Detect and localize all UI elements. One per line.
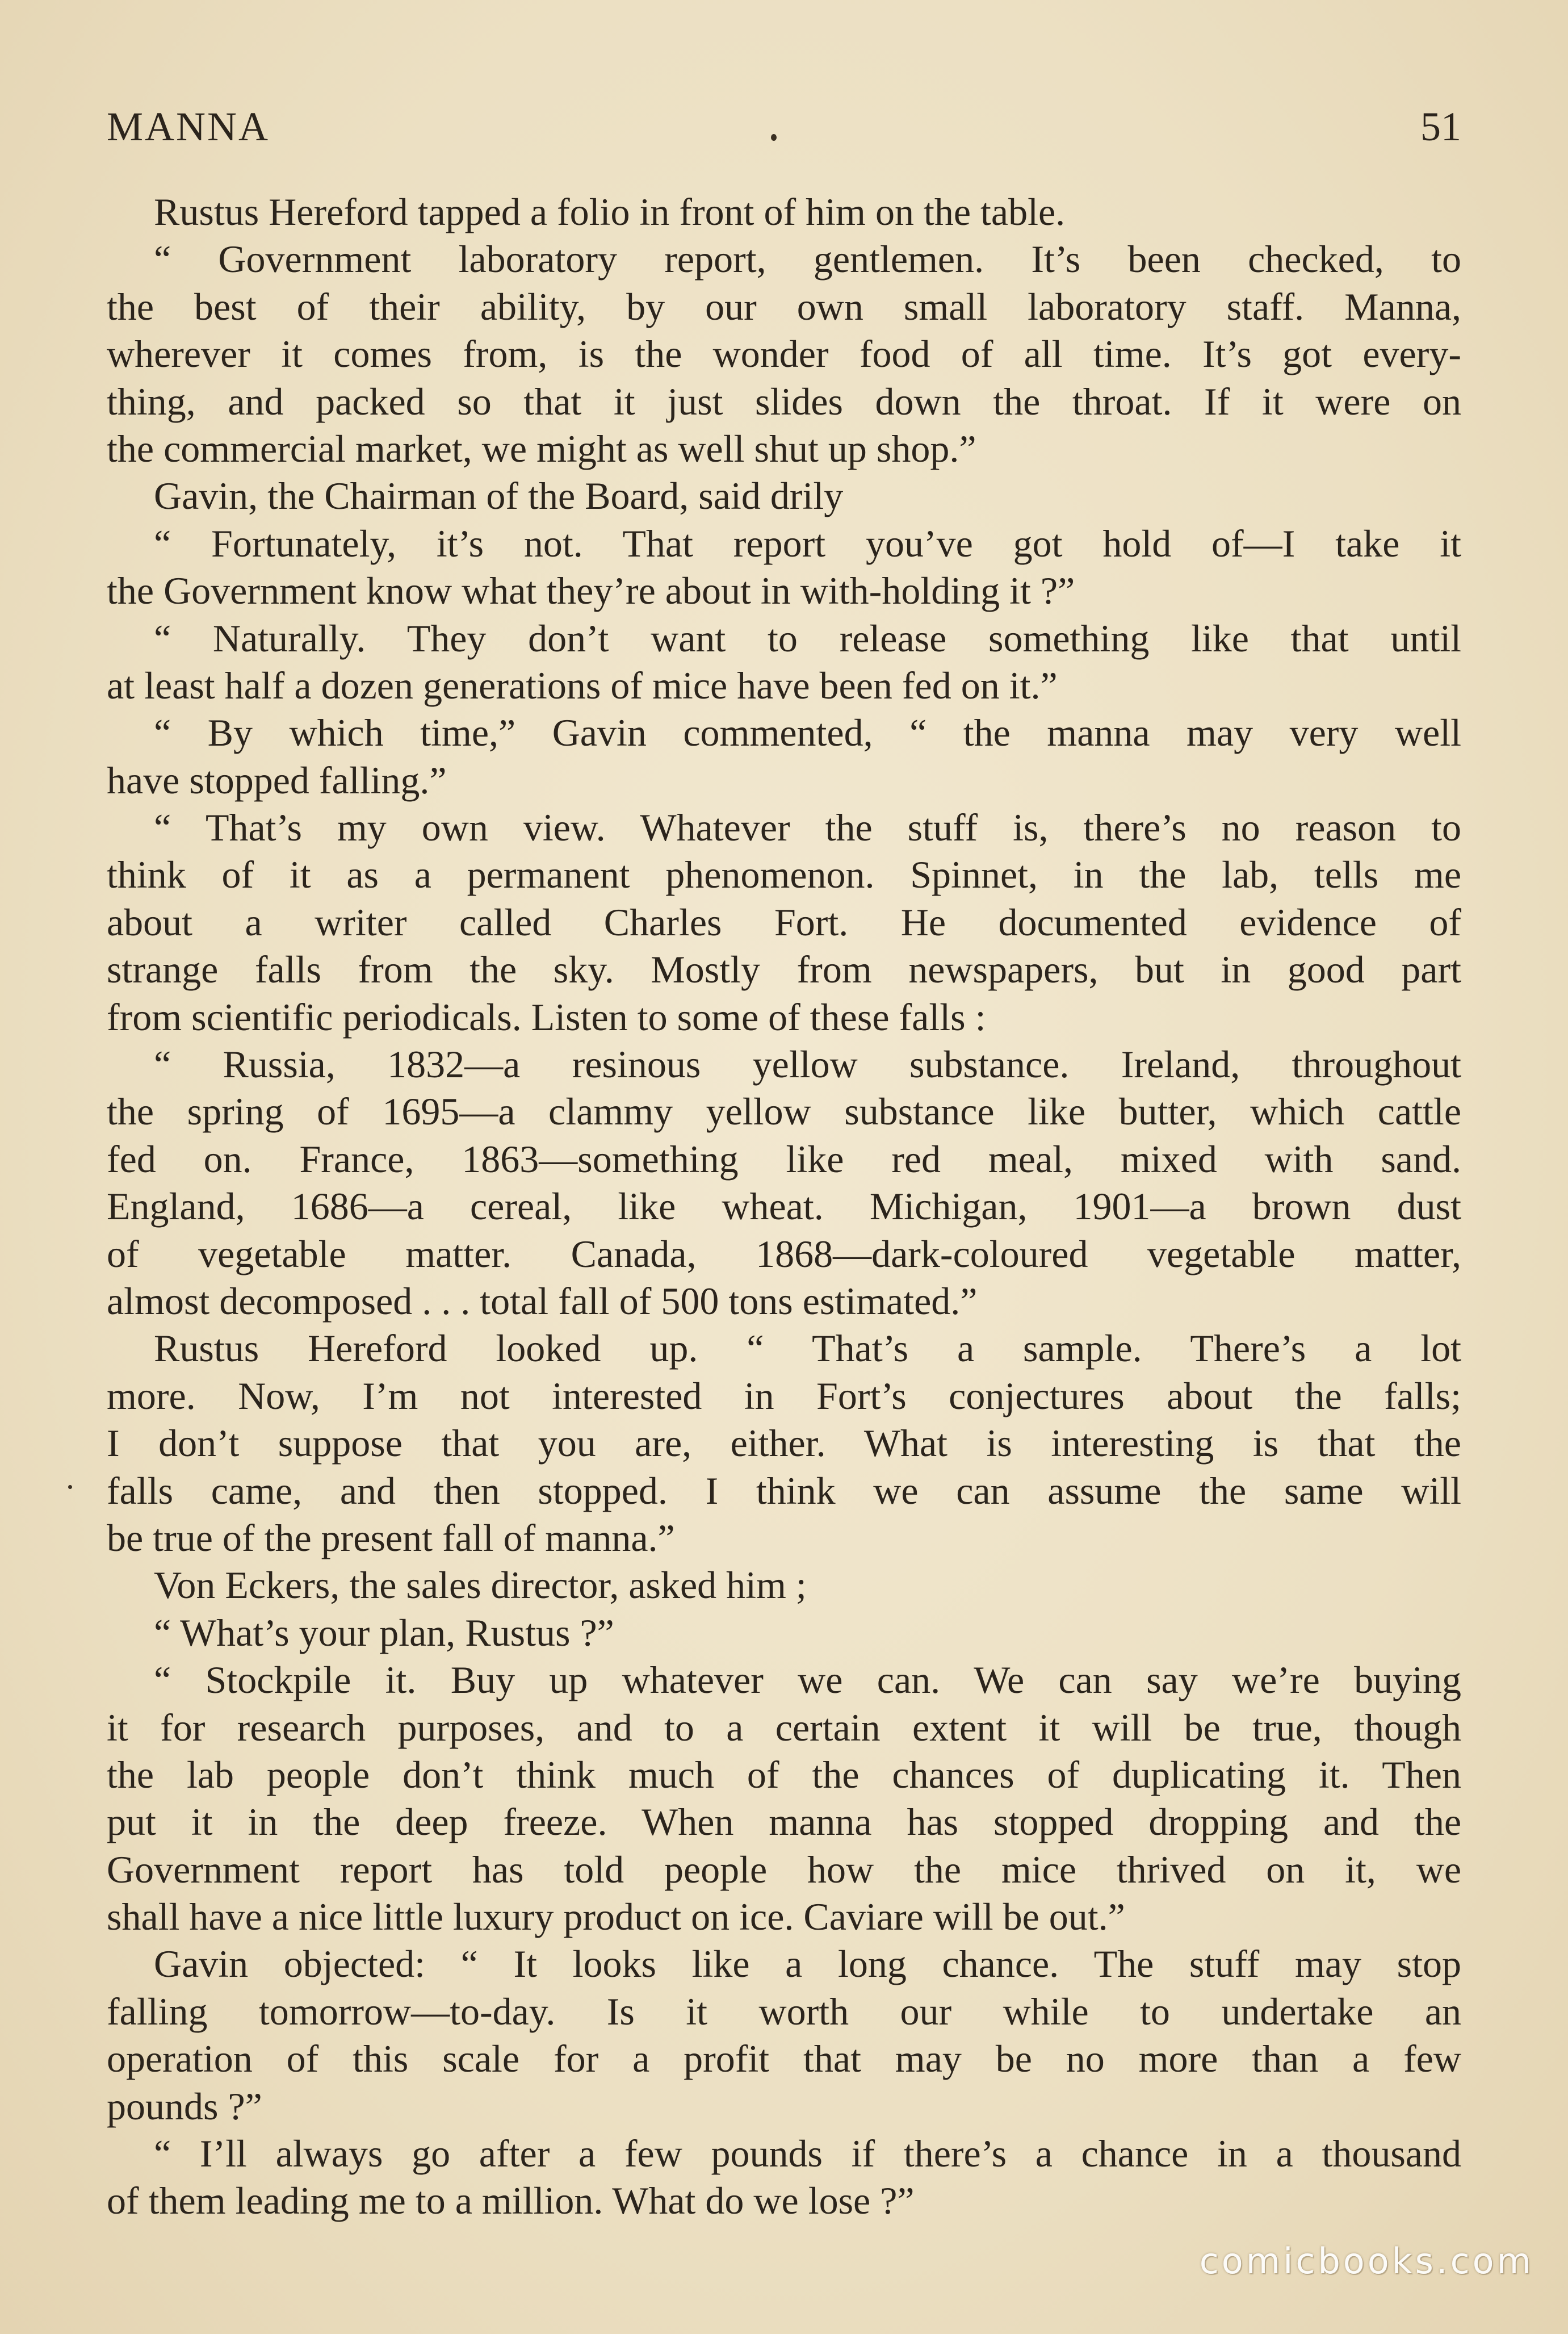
text-line: “ Government laboratory report, gentlemen. It’s been checked, to: [154, 237, 1461, 281]
text-line: strange falls from the sky. Mostly from newspapers, but in good part: [107, 948, 1461, 992]
text-line: Gavin, the Chairman of the Board, said drily: [154, 474, 844, 518]
text-line: the Government know what they’re about in with-holding it ?”: [107, 569, 1075, 613]
text-line: of them leading me to a million. What do we lose ?”: [107, 2179, 915, 2223]
text-line: pounds ?”: [107, 2084, 262, 2128]
text-line: Gavin objected: “ It looks like a long chance. The stuff may stop: [154, 1942, 1461, 1986]
text-line: “ What’s your plan, Rustus ?”: [154, 1611, 614, 1654]
text-line: falls came, and then stopped. I think we can assume the same will: [107, 1469, 1461, 1512]
page-number: 51: [1420, 104, 1461, 149]
text-line: shall have a nice little luxury product on ice. Caviare will be out.”: [107, 1895, 1125, 1939]
text-line: have stopped falling.”: [107, 758, 447, 802]
text-line: Von Eckers, the sales director, asked him ;: [154, 1563, 807, 1607]
text-line: more. Now, I’m not interested in Fort’s conjectures about the falls;: [107, 1374, 1461, 1417]
text-line: Rustus Hereford looked up. “ That’s a sample. There’s a lot: [154, 1327, 1461, 1370]
text-line: of vegetable matter. Canada, 1868—dark-coloured vegetable matter,: [107, 1232, 1461, 1275]
text-line: I don’t suppose that you are, either. What is interesting is that the: [107, 1421, 1461, 1465]
text-line: the commercial market, we might as well shut up shop.”: [107, 426, 976, 470]
text-line: fed on. France, 1863—something like red meal, mixed with sand.: [107, 1137, 1461, 1181]
text-line: it for research purposes, and to a certain extent it will be true, though: [107, 1705, 1461, 1749]
text-line: at least half a dozen generations of mice have been fed on it.”: [107, 663, 1058, 707]
text-line: from scientific periodicals. Listen to some of these falls :: [107, 995, 986, 1039]
watermark: comicbooks.com: [1199, 2240, 1534, 2282]
ink-speck: [771, 134, 777, 141]
text-line: the lab people don’t think much of the chances of duplicating it. Then: [107, 1752, 1461, 1796]
text-line: “ That’s my own view. Whatever the stuff is, there’s no reason to: [154, 806, 1461, 850]
text-line: almost decomposed . . . total fall of 500 tons estimated.”: [107, 1279, 978, 1323]
running-head: [107, 95, 1461, 158]
text-line: “ Naturally. They don’t want to release something like that until: [154, 616, 1461, 660]
text-line: England, 1686—a cereal, like wheat. Michigan, 1901—a brown dust: [107, 1185, 1461, 1228]
text-line: “ I’ll always go after a few pounds if there’s a chance in a thousand: [154, 2132, 1461, 2176]
text-line: “ By which time,” Gavin commented, “ the manna may very well: [154, 711, 1461, 755]
text-line: the spring of 1695—a clammy yellow substance like butter, which cattle: [107, 1090, 1461, 1133]
body-text: [107, 189, 1461, 2225]
text-line: be true of the present fall of manna.”: [107, 1516, 675, 1559]
text-line: “ Stockpile it. Buy up whatever we can. We can say we’re buying: [154, 1658, 1461, 1702]
text-line: “ Russia, 1832—a resinous yellow substance. Ireland, throughout: [154, 1043, 1461, 1086]
text-line: “ Fortunately, it’s not. That report you’ve got hold of—I take it: [154, 521, 1461, 565]
text-line: falling tomorrow—to-day. Is it worth our while to undertake an: [107, 1989, 1461, 2033]
text-line: put it in the deep freeze. When manna has stopped dropping and the: [107, 1800, 1461, 1844]
text-line: about a writer called Charles Fort. He documented evidence of: [107, 900, 1461, 944]
text-line: the best of their ability, by our own small laboratory staff. Manna,: [107, 285, 1461, 328]
ink-speck: [68, 1485, 72, 1489]
text-line: thing, and packed so that it just slides down the throat. If it were on: [107, 379, 1461, 423]
text-line: wherever it comes from, is the wonder food of all time. It’s got every-: [107, 332, 1461, 376]
text-line: Rustus Hereford tapped a folio in front of him on the table.: [154, 190, 1066, 233]
text-line: Government report has told people how the mice thrived on it, we: [107, 1847, 1461, 1891]
running-title: MANNA: [107, 104, 270, 149]
text-line: operation of this scale for a profit that may be no more than a few: [107, 2037, 1461, 2081]
text-line: think of it as a permanent phenomenon. Spinnet, in the lab, tells me: [107, 853, 1461, 897]
